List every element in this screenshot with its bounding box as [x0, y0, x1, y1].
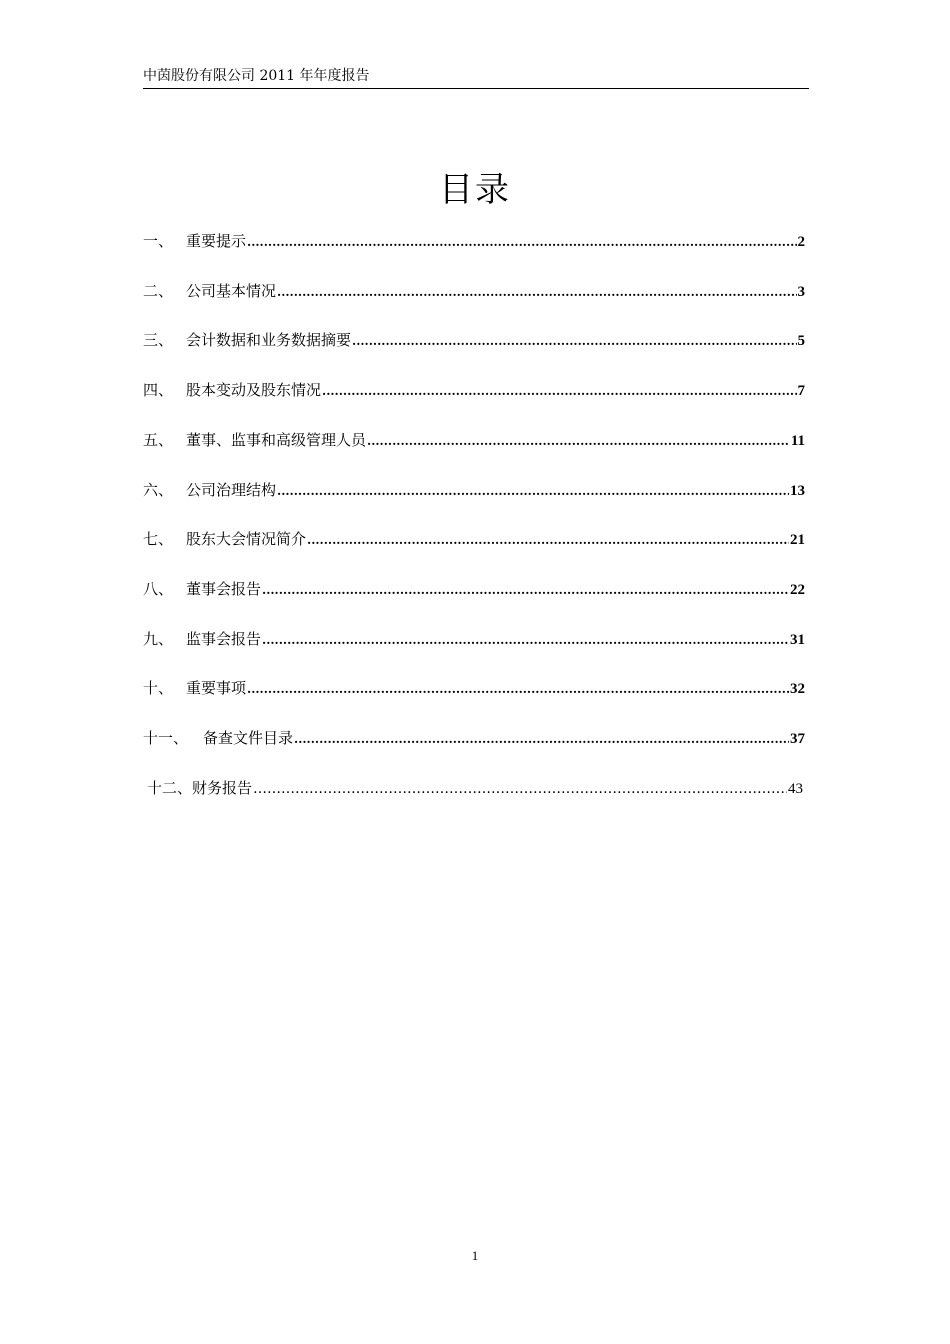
- toc-entry-page: 3: [797, 284, 805, 300]
- toc-entry-number: 七、: [143, 530, 174, 548]
- toc-entry-label: 重要提示: [186, 232, 247, 250]
- toc-entry-number: 八、: [143, 580, 174, 598]
- toc-leader-dots: [247, 678, 789, 700]
- toc-entry-page: 31: [790, 632, 805, 648]
- header-text: 中茵股份有限公司 2011 年年度报告: [143, 68, 370, 84]
- toc-entry-label: 备查文件目录: [203, 729, 294, 747]
- toc-entry-number: 四、: [143, 381, 174, 399]
- toc-leader-dots: [352, 330, 796, 352]
- toc-entry-page: 43: [788, 781, 803, 797]
- toc-leader-dots: [277, 480, 789, 502]
- toc-entry-label: 监事会报告: [186, 630, 262, 648]
- toc-entry-page: 32: [790, 681, 805, 697]
- toc-entry[interactable]: [143, 230, 805, 252]
- toc-entry-page: 7: [797, 383, 805, 399]
- toc-entry-label: 公司治理结构: [186, 481, 277, 499]
- toc-leader-dots: [307, 529, 789, 551]
- toc-entry-label: 重要事项: [186, 679, 247, 697]
- toc-entry-page: 21: [790, 532, 805, 548]
- toc-leader-dots: [247, 231, 796, 253]
- toc-entry[interactable]: [143, 528, 805, 550]
- toc-entry-number: 一、: [143, 232, 174, 250]
- toc-leader-dots: [277, 281, 796, 303]
- toc-entry-label: 会计数据和业务数据摘要: [186, 331, 352, 349]
- toc-entry[interactable]: [147, 777, 803, 799]
- toc-leader-dots: [253, 778, 787, 800]
- toc-leader-dots: [322, 380, 796, 402]
- toc-entry-label: 公司基本情况: [186, 282, 277, 300]
- toc-entry-number: 九、: [143, 630, 174, 648]
- page-title: 目录: [439, 170, 511, 210]
- toc-entry-page: 22: [790, 582, 805, 598]
- running-header: [143, 66, 809, 89]
- toc-entry-number: 二、: [143, 282, 174, 300]
- toc-entry[interactable]: [143, 280, 805, 302]
- toc-entry-label: 十二、财务报告: [147, 779, 253, 797]
- toc-leader-dots: [367, 430, 790, 452]
- page-number: 1: [471, 1248, 479, 1263]
- toc-entry-label: 董事、监事和高级管理人员: [186, 431, 367, 449]
- toc-entry[interactable]: [143, 429, 805, 451]
- toc-entry-number: 十、: [143, 679, 174, 697]
- toc-entry-number: 六、: [143, 481, 174, 499]
- toc-entry-page: 2: [797, 234, 805, 250]
- toc-entry[interactable]: [143, 677, 805, 699]
- toc-leader-dots: [262, 629, 789, 651]
- toc-entry[interactable]: [143, 379, 805, 401]
- toc-entry[interactable]: [143, 329, 805, 351]
- toc-entry-number: 十一、: [143, 729, 189, 747]
- toc-entry-number: 三、: [143, 331, 174, 349]
- toc-entry-label: 董事会报告: [186, 580, 262, 598]
- toc-entry-page: 5: [797, 333, 805, 349]
- toc-leader-dots: [294, 728, 789, 750]
- toc-entry-page: 11: [790, 433, 805, 449]
- toc-entry-number: 五、: [143, 431, 174, 449]
- toc-leader-dots: [262, 579, 789, 601]
- toc-entry-label: 股东大会情况简介: [186, 530, 307, 548]
- toc-entry-page: 37: [790, 731, 805, 747]
- toc-entry[interactable]: [143, 479, 805, 501]
- toc-entry[interactable]: [143, 578, 805, 600]
- toc-entry[interactable]: [143, 727, 805, 749]
- toc-entry-page: 13: [790, 483, 805, 499]
- toc-entry[interactable]: [143, 628, 805, 650]
- toc-entry-label: 股本变动及股东情况: [186, 381, 322, 399]
